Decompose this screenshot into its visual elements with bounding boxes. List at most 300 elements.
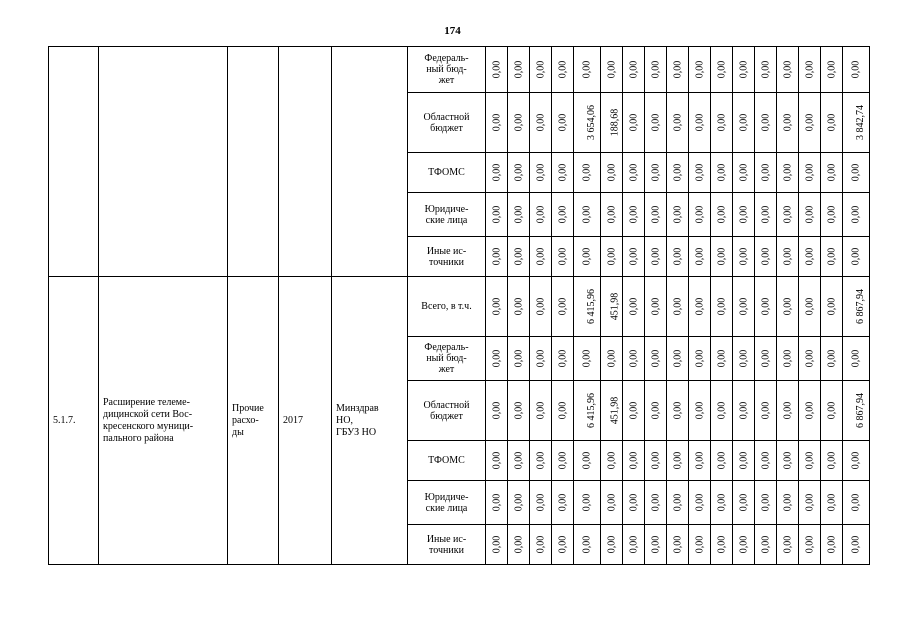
value-text: 0,00 [628,349,639,368]
value-text: 0,00 [716,60,727,79]
value-cell [574,153,601,193]
value-text: 0,00 [650,163,661,182]
value-text: 0,00 [826,113,837,132]
value-cell [755,93,777,153]
value-cell [689,47,711,93]
value-cell [601,93,623,153]
value-cell [799,47,821,93]
value-cell [486,481,508,525]
value-cell [733,481,755,525]
value-cell [530,481,552,525]
value-cell [667,47,689,93]
value-text: 6 867,94 [855,393,866,428]
source-label: Федераль- ный бюд- жет [408,47,486,93]
value-text: 0,00 [491,247,502,266]
value-cell [530,441,552,481]
value-text: 0,00 [760,60,771,79]
value-text: 0,00 [628,297,639,316]
value-text: 0,00 [850,60,862,79]
value-cell [799,93,821,153]
source-label: Иные ис- точники [408,525,486,565]
value-cell [623,525,645,565]
value-cell [777,47,799,93]
value-text: 0,00 [628,493,639,512]
value-cell [733,277,755,337]
value-cell [821,47,843,93]
value-cell [689,481,711,525]
value-text: 0,00 [628,535,639,554]
value-cell [508,153,530,193]
value-text: 0,00 [672,451,683,470]
value-cell [777,153,799,193]
value-text: 0,00 [672,163,683,182]
value-text: 0,00 [850,451,862,470]
value-text: 0,00 [782,297,793,316]
value-text: 0,00 [650,113,661,132]
value-cell [711,93,733,153]
value-text: 0,00 [760,535,771,554]
value-text: 0,00 [782,451,793,470]
item-executor: Минздрав НО, ГБУЗ НО [332,277,408,565]
value-text: 0,00 [650,205,661,224]
value-text: 0,00 [672,113,683,132]
value-cell [552,337,574,381]
value-cell [711,337,733,381]
value-cell [755,153,777,193]
value-text: 0,00 [557,493,568,512]
value-text: 0,00 [650,535,661,554]
value-cell [843,381,870,441]
value-cell [667,193,689,237]
description-cell [99,47,228,277]
value-text: 0,00 [650,451,661,470]
value-text: 0,00 [581,451,593,470]
value-text: 0,00 [782,113,793,132]
source-label: Федераль- ный бюд- жет [408,337,486,381]
value-cell [733,381,755,441]
value-cell [777,381,799,441]
value-text: 0,00 [738,60,749,79]
value-text: 6 415,96 [586,393,597,428]
value-cell [777,93,799,153]
value-text: 0,00 [850,163,862,182]
value-text: 0,00 [738,401,749,420]
value-text: 0,00 [535,349,546,368]
value-text: 0,00 [694,401,705,420]
value-cell [843,337,870,381]
value-text: 0,00 [804,493,815,512]
value-cell [645,277,667,337]
value-cell [645,381,667,441]
value-text: 0,00 [672,205,683,224]
value-cell [689,237,711,277]
value-cell [777,277,799,337]
value-cell [645,47,667,93]
value-cell [667,153,689,193]
value-text: 0,00 [672,297,683,316]
table-row [49,47,870,93]
value-cell [601,277,623,337]
value-cell [530,337,552,381]
value-text: 0,00 [535,163,546,182]
item-description: Расширение телеме- дицинской сети Вос- кресенского муници- пального района [99,277,228,565]
value-text: 0,00 [782,60,793,79]
value-cell [755,47,777,93]
year-cell [279,47,332,277]
value-text: 0,00 [491,401,502,420]
value-cell [508,277,530,337]
value-text: 0,00 [513,247,524,266]
value-cell [799,237,821,277]
value-cell [667,481,689,525]
value-text: 0,00 [513,349,524,368]
value-text: 0,00 [672,493,683,512]
value-text: 0,00 [581,247,593,266]
value-cell [733,47,755,93]
value-cell [821,441,843,481]
value-text: 0,00 [738,163,749,182]
value-cell [508,481,530,525]
value-cell [711,277,733,337]
value-text: 0,00 [738,493,749,512]
value-text: 0,00 [826,535,837,554]
value-cell [645,525,667,565]
table-row [49,277,870,337]
value-cell [601,481,623,525]
value-text: 0,00 [581,205,593,224]
value-text: 0,00 [628,401,639,420]
value-text: 0,00 [513,535,524,554]
value-cell [799,481,821,525]
value-cell [799,193,821,237]
value-text: 6 415,96 [586,289,597,324]
value-text: 0,00 [716,205,727,224]
value-cell [667,337,689,381]
value-text: 0,00 [716,113,727,132]
value-text: 0,00 [826,163,837,182]
value-cell [645,193,667,237]
value-text: 0,00 [557,297,568,316]
value-cell [843,47,870,93]
value-text: 0,00 [782,349,793,368]
value-text: 0,00 [491,493,502,512]
value-cell [530,153,552,193]
value-cell [711,481,733,525]
value-text: 0,00 [535,493,546,512]
value-cell [777,481,799,525]
value-cell [574,47,601,93]
value-cell [843,441,870,481]
value-cell [601,381,623,441]
value-text: 0,00 [694,60,705,79]
value-cell [574,381,601,441]
value-text: 0,00 [738,113,749,132]
value-cell [755,277,777,337]
value-text: 0,00 [535,205,546,224]
item-number: 5.1.7. [49,277,99,565]
value-cell [574,93,601,153]
value-cell [645,441,667,481]
source-label: Областной бюджет [408,381,486,441]
value-cell [689,337,711,381]
value-text: 0,00 [760,401,771,420]
value-text: 6 867,94 [855,289,866,324]
value-text: 0,00 [760,163,771,182]
value-text: 0,00 [581,493,593,512]
value-cell [799,525,821,565]
value-cell [530,193,552,237]
value-text: 0,00 [738,349,749,368]
value-text: 0,00 [491,349,502,368]
value-cell [755,381,777,441]
value-cell [667,525,689,565]
value-text: 0,00 [760,349,771,368]
value-text: 0,00 [850,535,862,554]
value-text: 0,00 [804,401,815,420]
value-text: 0,00 [491,60,502,79]
value-cell [601,525,623,565]
value-cell [689,153,711,193]
value-text: 0,00 [606,163,617,182]
value-text: 0,00 [491,113,502,132]
value-cell [508,441,530,481]
budget-table [48,46,870,565]
source-label: Всего, в т.ч. [408,277,486,337]
value-text: 0,00 [782,247,793,266]
value-text: 0,00 [628,113,639,132]
value-cell [623,153,645,193]
value-text: 0,00 [581,349,593,368]
value-cell [645,153,667,193]
value-text: 0,00 [672,349,683,368]
value-text: 0,00 [513,60,524,79]
value-cell [821,277,843,337]
value-text: 0,00 [804,163,815,182]
value-text: 0,00 [650,247,661,266]
value-cell [552,381,574,441]
value-cell [552,93,574,153]
value-cell [530,381,552,441]
value-text: 0,00 [628,451,639,470]
value-text: 0,00 [557,247,568,266]
value-text: 0,00 [694,451,705,470]
value-cell [711,153,733,193]
value-cell [486,337,508,381]
value-cell [777,337,799,381]
value-cell [601,47,623,93]
value-text: 0,00 [581,163,593,182]
value-text: 0,00 [694,493,705,512]
value-text: 0,00 [716,163,727,182]
value-cell [601,441,623,481]
value-text: 0,00 [513,163,524,182]
value-text: 0,00 [694,297,705,316]
value-cell [755,237,777,277]
value-text: 0,00 [606,247,617,266]
value-text: 0,00 [535,297,546,316]
value-cell [552,237,574,277]
value-text: 0,00 [628,205,639,224]
value-text: 0,00 [535,60,546,79]
value-text: 0,00 [557,113,568,132]
value-text: 0,00 [557,205,568,224]
value-cell [623,47,645,93]
value-cell [486,381,508,441]
value-cell [843,525,870,565]
value-cell [574,525,601,565]
value-text: 0,00 [535,401,546,420]
value-text: 0,00 [760,113,771,132]
value-text: 0,00 [650,401,661,420]
value-cell [843,237,870,277]
value-cell [508,237,530,277]
value-text: 0,00 [694,163,705,182]
value-text: 0,00 [716,349,727,368]
value-cell [733,441,755,481]
value-text: 0,00 [850,349,862,368]
value-text: 0,00 [738,247,749,266]
value-text: 0,00 [716,297,727,316]
value-text: 0,00 [804,297,815,316]
value-cell [733,93,755,153]
value-text: 0,00 [491,205,502,224]
value-cell [667,93,689,153]
value-text: 0,00 [782,401,793,420]
value-cell [645,337,667,381]
value-text: 451,98 [609,292,621,321]
value-cell [667,381,689,441]
value-text: 0,00 [760,297,771,316]
value-text: 0,00 [782,493,793,512]
value-cell [552,277,574,337]
value-text: 0,00 [535,247,546,266]
item-number-cell [49,47,99,277]
item-year: 2017 [279,277,332,565]
value-text: 0,00 [694,205,705,224]
value-text: 0,00 [535,535,546,554]
value-cell [821,93,843,153]
value-text: 0,00 [557,60,568,79]
value-text: 0,00 [672,60,683,79]
value-cell [755,441,777,481]
value-cell [530,237,552,277]
value-text: 0,00 [535,113,546,132]
value-text: 0,00 [738,451,749,470]
value-cell [733,337,755,381]
value-cell [486,93,508,153]
value-cell [777,525,799,565]
value-cell [645,481,667,525]
value-text: 0,00 [804,247,815,266]
value-cell [755,337,777,381]
value-cell [508,525,530,565]
value-text: 0,00 [738,205,749,224]
value-cell [574,193,601,237]
expense-type-cell [228,47,279,277]
value-text: 0,00 [513,297,524,316]
value-text: 0,00 [782,163,793,182]
value-cell [623,481,645,525]
value-cell [711,441,733,481]
value-cell [843,153,870,193]
value-text: 0,00 [738,535,749,554]
value-cell [843,93,870,153]
value-text: 0,00 [513,205,524,224]
value-cell [667,237,689,277]
value-text: 0,00 [716,401,727,420]
value-text: 0,00 [826,349,837,368]
value-cell [821,337,843,381]
executor-cell [332,47,408,277]
value-text: 0,00 [581,60,593,79]
value-cell [486,47,508,93]
value-text: 0,00 [804,205,815,224]
value-cell [667,441,689,481]
value-text: 0,00 [850,493,862,512]
value-cell [755,193,777,237]
value-text: 0,00 [581,535,593,554]
value-cell [486,237,508,277]
value-cell [486,525,508,565]
value-text: 0,00 [650,349,661,368]
value-cell [623,193,645,237]
value-text: 0,00 [850,247,862,266]
value-cell [552,193,574,237]
value-cell [689,193,711,237]
value-text: 0,00 [557,401,568,420]
value-text: 0,00 [760,205,771,224]
value-cell [733,153,755,193]
value-text: 0,00 [557,163,568,182]
value-text: 0,00 [804,451,815,470]
value-text: 0,00 [782,535,793,554]
value-cell [843,193,870,237]
value-text: 0,00 [513,113,524,132]
value-cell [711,525,733,565]
value-cell [486,193,508,237]
value-text: 0,00 [557,451,568,470]
value-cell [623,93,645,153]
value-text: 0,00 [716,451,727,470]
expense-type: Прочие расхо- ды [228,277,279,565]
value-cell [689,525,711,565]
value-cell [574,237,601,277]
value-cell [821,481,843,525]
value-text: 0,00 [606,535,617,554]
value-text: 0,00 [606,493,617,512]
value-text: 0,00 [628,60,639,79]
value-text: 0,00 [491,297,502,316]
source-label: ТФОМС [408,441,486,481]
value-cell [667,277,689,337]
value-text: 0,00 [716,535,727,554]
source-label: ТФОМС [408,153,486,193]
value-text: 0,00 [628,163,639,182]
value-text: 0,00 [650,297,661,316]
value-cell [486,153,508,193]
value-text: 188,68 [609,108,621,137]
value-cell [733,237,755,277]
value-cell [508,381,530,441]
value-text: 0,00 [535,451,546,470]
value-cell [645,237,667,277]
value-text: 0,00 [491,163,502,182]
value-text: 0,00 [672,401,683,420]
value-cell [601,237,623,277]
value-text: 0,00 [826,297,837,316]
source-label: Юридиче- ские лица [408,481,486,525]
value-text: 0,00 [672,247,683,266]
